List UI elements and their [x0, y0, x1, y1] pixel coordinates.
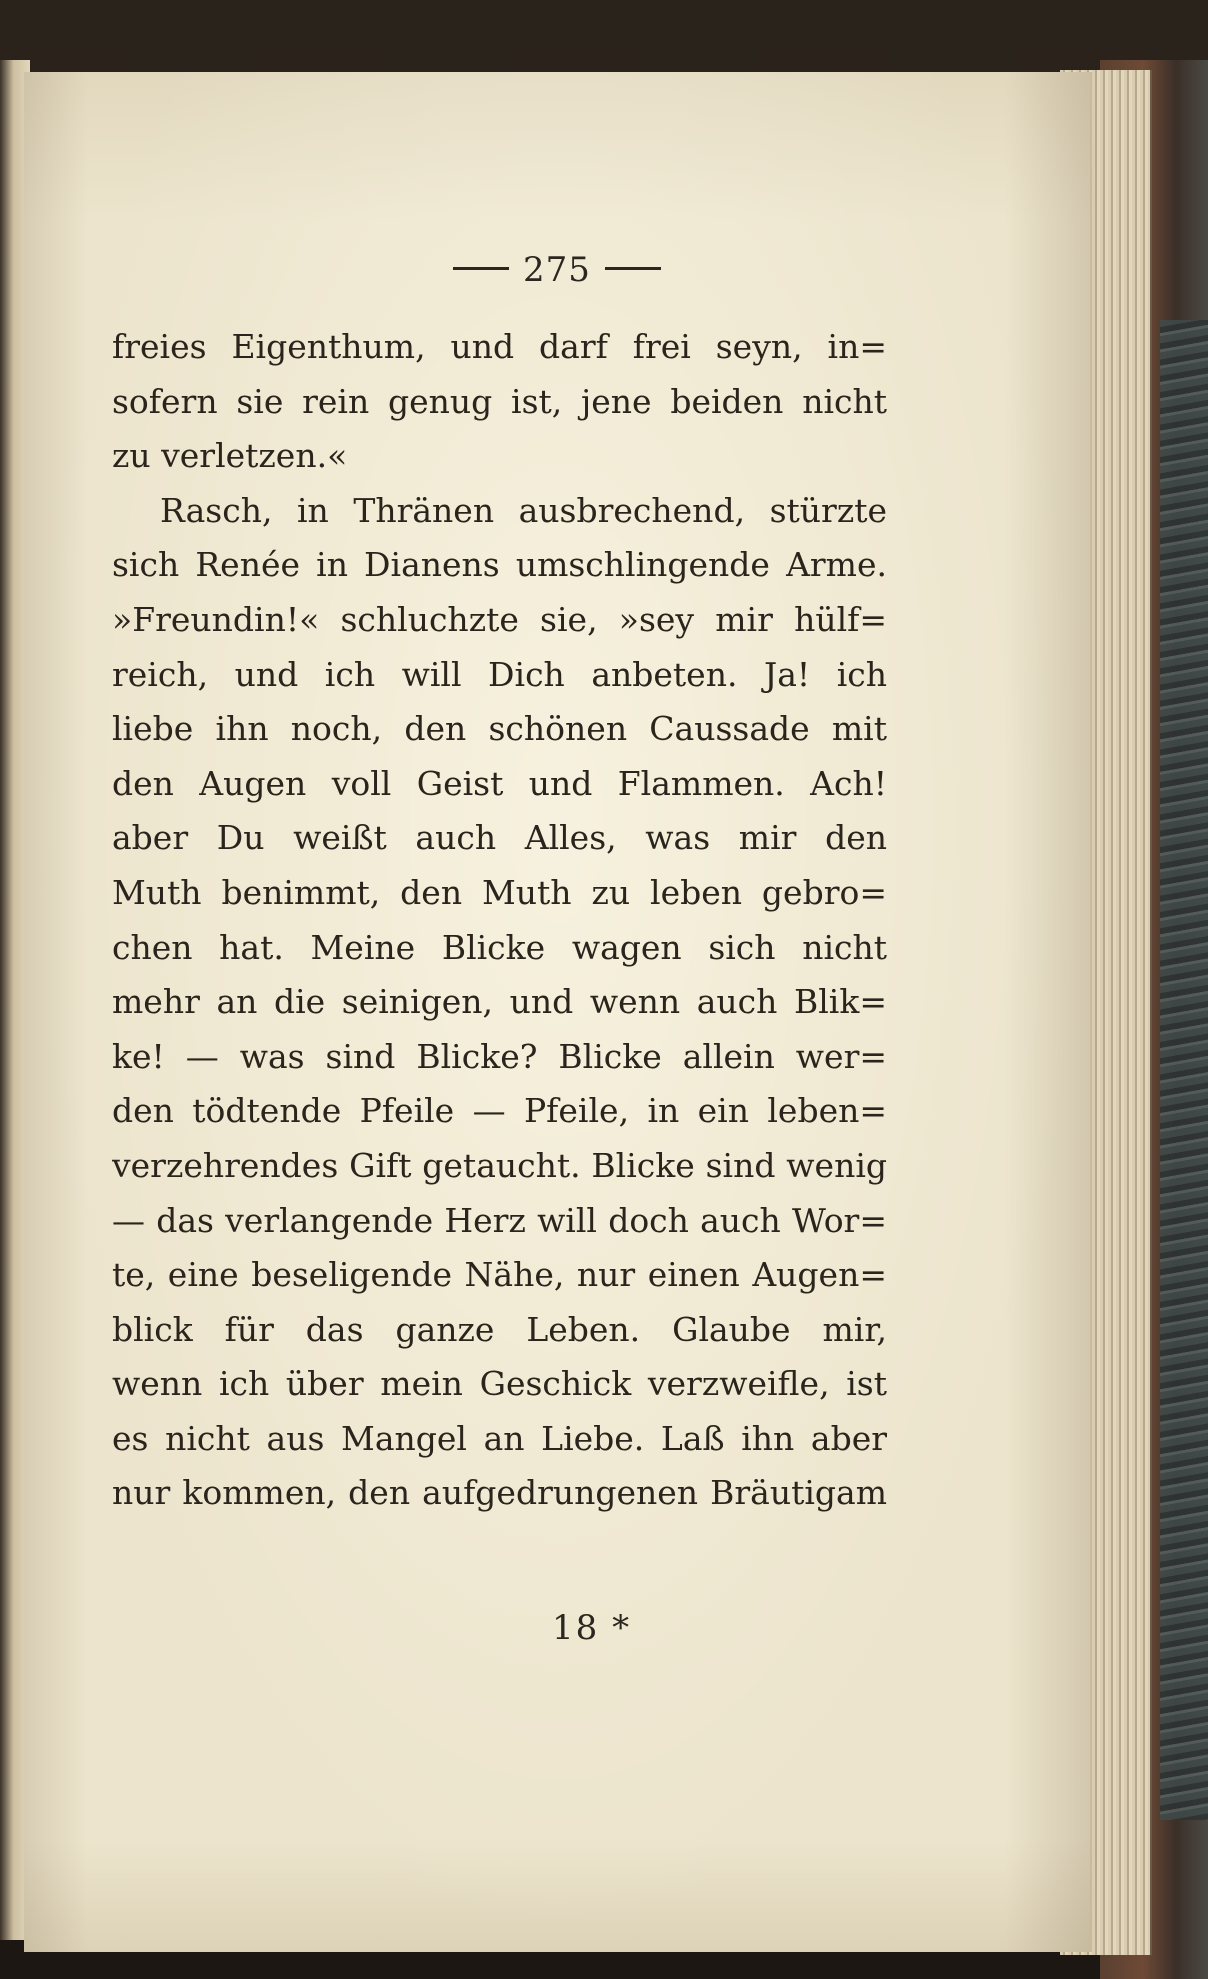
cover-marbling	[1160, 320, 1208, 1820]
text-line: den Augen voll Geist und Flammen. Ach!	[112, 763, 887, 803]
text-line: freies Eigenthum, und darf frei seyn, in=	[112, 327, 887, 366]
header-dash-right	[605, 267, 661, 270]
page-header	[24, 250, 1090, 290]
printer-signature-mark: 18 *	[552, 1608, 632, 1648]
text-line: es nicht aus Mangel an Liebe. Laß ihn aber	[112, 1418, 887, 1458]
text-line: mehr an die seinigen, und wenn auch Blik=	[112, 982, 887, 1022]
text-line: den tödtende Pfeile — Pfeile, in ein leben=	[112, 1091, 887, 1131]
text-line: chen hat. Meine Blicke wagen sich nicht	[112, 927, 887, 967]
text-line: liebe ihn noch, den schönen Caussade mit	[112, 709, 887, 749]
text-line: zu verletzen.«	[112, 436, 348, 476]
text-line: »Freundin!« schluchzte sie, »sey mir hülf=	[112, 599, 887, 639]
page-number: 275	[523, 250, 591, 290]
text-line: reich, und ich will Dich anbeten. Ja! ich	[112, 654, 887, 694]
book-page	[24, 72, 1090, 1952]
page-body	[112, 320, 887, 1521]
text-line: te, eine beseligende Nähe, nur einen Augen=	[112, 1255, 887, 1295]
header-dash-left	[453, 267, 509, 270]
text-line: ke! — was sind Blicke? Blicke allein wer=	[112, 1036, 887, 1076]
text-line: wenn ich über mein Geschick verzweifle, ist	[112, 1364, 887, 1404]
text-line: Rasch, in Thränen ausbrechend, stürzte	[160, 490, 887, 530]
text-line: sich Renée in Dianens umschlingende Arme.	[112, 545, 887, 585]
text-line: sofern sie rein genug ist, jene beiden nicht	[112, 381, 887, 421]
text-line: blick für das ganze Leben. Glaube mir,	[112, 1309, 887, 1349]
text-line: verzehrendes Gift getaucht. Blicke sind wenig	[112, 1145, 887, 1185]
text-line: — das verlangende Herz will doch auch Wor=	[112, 1200, 887, 1240]
text-line: nur kommen, den aufgedrungenen Bräutigam	[112, 1473, 887, 1513]
text-line: Muth benimmt, den Muth zu leben gebro=	[112, 872, 887, 912]
text-line: aber Du weißt auch Alles, was mir den	[112, 818, 887, 858]
